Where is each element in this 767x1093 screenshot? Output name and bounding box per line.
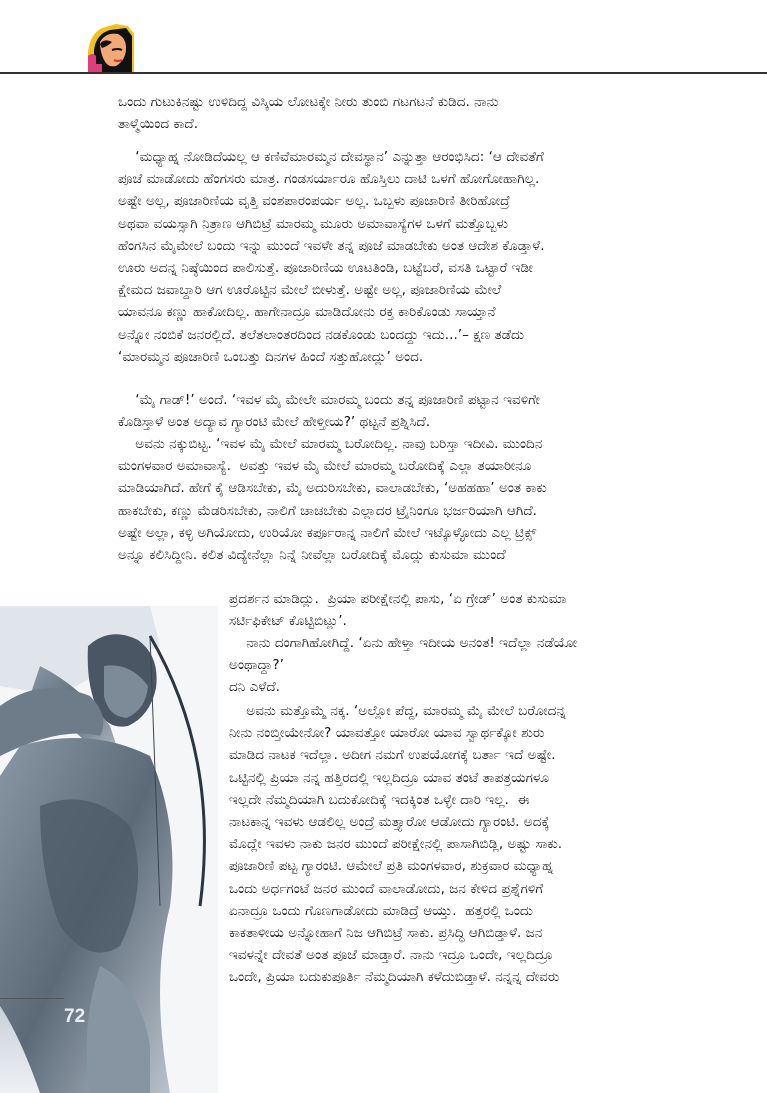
paragraph-7: ಅವನು ಮತ್ತೊಮ್ಮೆ ನಕ್ಕ. ‘ಅಲ್ಲೋ ಪೆದ್ದ, ಮಾರಮ್ಮ ಮೈ ಮೇಲೆ ಬರೋದನ್ನ ನೀನು ನಂಬ್ತೀಯೇನೋ? ಯಾವತ್ತೋ ಯಾರೋ ಯಾವ ಸ್ವಾರ್ಥಕ್ಕೋ ಶುರು ಮಾಡಿದ ನಾಟಕ ಇದೆಲ್ಲಾ. ಅದೀಗ ನಮಗೆ ಉಪಯೋಗಕ್ಕೆ ಬರ್ತಾ ಇದೆ ಅಷ್ಟೇ. ಒಟ್ಟಿನಲ್ಲಿ ಪ್ರಿಯಾ ನನ್ನ ಹತ್ತಿರದಲ್ಲಿ ಇಲ್ಲದಿದ್ರೂ ಯಾವ ತಂಟೆ ತಾಪತ್ರಯಗಳೂ ಇಲ್ಲದೇ ನೆಮ್ಮದಿಯಾಗಿ ಬದುಕೋದಿಕ್ಕೆ ಇದಕ್ಕಿಂತ ಒಳ್ಳೇ ದಾರಿ ಇಲ್ಲ. ಈ ನಾಟಕಾನ್ನ ಇವಳು ಆಡಲಿಲ್ಲ ಅಂದ್ರೆ ಮತ್ತ್ಯಾರೋ ಆಡೋದು ಗ್ಯಾರಂಟಿ. ಅದಕ್ಕೆ ಮೊದ್ಲೇ ಇವಳು ನಾಕು ಜನರ ಮುಂದೆ ಪರೀಕ್ಷೇನಲ್ಲಿ ಪಾಸಾಗಿಬಿಡ್ಲಿ, ಅಷ್ಟು ಸಾಕು. ಪೂಜಾರಿಣಿ ಪಟ್ಟ ಗ್ಯಾರಂಟಿ. ಆಮೇಲೆ ಪ್ರತಿ ಮಂಗಳವಾರ, ಶುಕ್ರವಾರ ಮಧ್ಯಾಹ್ನ ಒಂದು ಅರ್ಧಗಂಟೆ ಜನರ ಮುಂದೆ ವಾಲಾಡೋದು, ಜನ ಕೇಳಿದ ಪ್ರಶ್ನೆಗಳಿಗೆ ಏನಾದ್ರೂ ಒಂದು ಗೊಣಗಾಡೋದು ಮಾಡಿದ್ರೆ ಆಯ್ತು. ಹತ್ತರಲ್ಲಿ ಒಂದು ಕಾಕತಾಳೀಯ ಅನ್ನೋಹಾಗೆ ನಿಜ ಆಗಿಬಿಟ್ರೆ ಸಾಕು. ಪ್ರಸಿದ್ಧಿ ಆಗಿಬಿಡ್ತಾಳೆ. ಜನ ಇವಳನ್ನೇ ದೇವತೆ ಅಂತ ಪೂಜೆ ಮಾಡ್ತಾರೆ. ನಾನು ಇದ್ರೂ ಒಂದೇ, ಇಲ್ಲದಿದ್ರೂ ಒಂದೇ, ಪ್ರಿಯಾ ಬದುಕುಪೂರ್ತಿ ನೆಮ್ಮದಿಯಾಗಿ ಕಳೆದುಬಿಡ್ತಾಳೆ. ನನ್ನನ್ನ ದೇವರು: [229, 703, 566, 986]
paragraph-4: ಅವನು ನಕ್ಕುಬಿಟ್ಟ. ‘ಇವಳ ಮೈ ಮೇಲೆ ಮಾರಮ್ಮ ಬರೋದಿಲ್ಲ. ನಾವು ಬರಿಸ್ತಾ ಇದೀವಿ. ಮುಂದಿನ ಮಂಗಳವಾರ ಅಮಾವಾಸ್ಯೆ. ಅವತ್ತು ಇವಳ ಮೈ ಮೇಲೆ ಮಾರಮ್ಮ ಬರೋದಿಕ್ಕೆ ಎಲ್ಲಾ ತಯಾರೀನೂ ಮಾಡಿಯಾಗಿದೆ. ಹೇಗೆ ಕೈ ಆಡಿಸಬೇಕು, ಮೈ ಅದುರಿಸಬೇಕು, ವಾಲಾಡಬೇಕು, ‘ಅಹಹಹಾ’ ಅಂತ ಕಾಕು ಹಾಕಬೇಕು, ಕಣ್ಣು ಮೆಡರಿಸಬೇಕು, ನಾಲಿಗೆ ಚಾಚಬೇಕು ಎಲ್ಲಾದರ ಟ್ರೈನಿಂಗೂ ಭರ್ಜರಿಯಾಗಿ ಆಗಿದೆ. ಅಷ್ಟೇ ಅಲ್ಲಾ, ಕಳ್ಳಿ ಅಗಿಯೋದು, ಉರಿಯೋ ಕರ್ಪೂರಾನ್ನ ನಾಲಿಗೆ ಮೇಲೆ ಇಟ್ಕೊಳ್ಳೋದು ಎಲ್ಲ ಟ್ರಿಕ್ಸ್ ಅನ್ನೂ ಕಲಿಸಿದ್ದೀನಿ. ಕಲಿತ ವಿದ್ಯೇನೆಲ್ಲಾ ನಿನ್ನೆ ನೀವೆಲ್ಲಾ ಬರೋದಿಕ್ಕೆ ಮೊದ್ಲು ಕುಸುಮಾ ಮುಂದೆ: [118, 436, 547, 564]
paragraph-3: ‘ಮೈ ಗಾಡ್!’ ಅಂದೆ. ‘ಇವಳ ಮೈ ಮೇಲೇ ಮಾರಮ್ಮ ಬಂದು ತನ್ನ ಪೂಜಾರಿಣಿ ಪಟ್ಟಾನ ಇವಳಿಗೇ ಕೊಡಿಸ್ತಾಳೆ ಅಂತ ಅದ್ಯಾವ ಗ್ಯಾರಂಟಿ ಮೇಲೆ ಹೇಳ್ತೀಯ?’ ಥಟ್ಟನೆ ಪ್ರಶ್ನಿಸಿದೆ.: [118, 392, 540, 431]
paragraph-5: ಪ್ರದರ್ಶನ ಮಾಡಿದ್ಲು. ಪ್ರಿಯಾ ಪರೀಕ್ಷೇನಲ್ಲಿ ಪಾಸು, ‘ಏ ಗ್ರೇಡ್’ ಅಂತ ಕುಸುಮಾ ಸರ್ಟಿಫಿಕೇಟ್ ಕೊಟ್ಟಿಬಿಟ್ಲು’.: [229, 591, 567, 630]
archer-drawing-bow-illustration: [0, 606, 218, 1093]
header-rule: [0, 72, 767, 74]
paragraph-2: ‘ಮಧ್ಯಾಹ್ನ ನೋಡಿದೆಯಲ್ಲ ಆ ಕಣಿವೆಮಾರಮ್ಮನ ದೇವಸ್ಥಾನ’ ಎನ್ನುತ್ತಾ ಆರಂಭಿಸಿದ: ‘ಆ ದೇವತೆಗೆ ಪೂಜೆ ಮಾಡೋದು ಹೆಂಗಸರು ಮಾತ್ರ. ಗಂಡಸರ್ಯಾರೂ ಹೊಸ್ತಿಲು ದಾಟಿ ಒಳಗೆ ಹೋಗೋಹಾಗಿಲ್ಲ. ಅಷ್ಟೇ ಅಲ್ಲ, ಪೂಜಾರಿಣಿಯ ವೃತ್ತಿ ವಂಶಪಾರಂಪರ್ಯ ಅಲ್ಲ. ಒಬ್ಬಳು ಪೂಜಾರಿಣಿ ತೀರಿಹೋದ್ರೆ ಅಥವಾ ವಯಸ್ಸಾಗಿ ನಿತ್ರಾಣ ಆಗಿಬಿಟ್ರೆ ಮಾರಮ್ಮ ಮೂರು ಅಮಾವಾಸ್ಯೆಗಳ ಒಳಗೆ ಮತ್ತೊಬ್ಬಳು ಹೆಂಗಸಿನ ಮೈಮೇಲೆ ಬಂದು ಇನ್ನು ಮುಂದೆ ಇವಳೇ ತನ್ನ ಪೂಜೆ ಮಾಡಬೇಕು ಅಂತ ಆದೇಶ ಕೊಡ್ತಾಳೆ. ಊರು ಅದನ್ನ ನಿಷ್ಠೆಯಿಂದ ಪಾಲಿಸುತ್ತೆ. ಪೂಜಾರಿಣಿಯ ಊಟತಿಂಡಿ, ಬಟ್ಟೆಬರೆ, ವಸತಿ ಒಟ್ಟಾರೆ ಇಡೀ ಕ್ಷೇಮದ ಜವಾಬ್ದಾರಿ ಆಗ ಊರೊಟ್ಟಿನ ಮೇಲೆ ಬೀಳುತ್ತೆ. ಅಷ್ಟೇ ಅಲ್ಲ, ಪೂಜಾರಿಣಿಯ ಮೇಲೆ ಯಾವನೂ ಕಣ್ಣು ಹಾಕೋದಿಲ್ಲ. ಹಾಗೇನಾದ್ರೂ ಮಾಡಿದೋನು ರಕ್ತ ಕಾರಿಕೊಂಡು ಸಾಯ್ತಾನೆ ಅನ್ನೋ ನಂಬಿಕೆ ಜನರಲ್ಲಿದೆ. ತಲೆತಲಾಂತರದಿಂದ ನಡಕೊಂಡು ಬಂದದ್ದು ಇದು...’– ಕ್ಷಣ ತಡೆದು ‘ಮಾರಮ್ಮನ ಪೂಜಾರಿಣಿ ಒಂಬತ್ತು ದಿನಗಳ ಹಿಂದೆ ಸತ್ತುಹೋದ್ಲು’ ಅಂದ.: [118, 149, 545, 365]
paragraph-6: ನಾನು ದಂಗಾಗಿಹೋಗಿದ್ದೆ. ‘ಏನು ಹೇಳ್ತಾ ಇದೀಯ ಅನಂತ! ಇದೆಲ್ಲಾ ನಡೆಯೋ ಅಂಥಾದ್ದಾ?’ ದನಿ ಎಳೆದೆ.: [229, 635, 578, 696]
paragraph-1: ಒಂದು ಗುಟುಕಿನಷ್ಟು ಉಳಿದಿದ್ದ ವಿಸ್ಕಿಯ ಲೋಟಕ್ಕೇ ನೀರು ತುಂಬಿ ಗಟಗಟನೆ ಕುಡಿದ. ನಾನು ತಾಳ್ಮೆಯಿಂದ ಕಾದೆ.: [118, 94, 499, 133]
page-number-rule: [0, 998, 64, 999]
page-number: 72: [64, 1006, 86, 1027]
woman-face-logo-icon: [86, 22, 136, 72]
